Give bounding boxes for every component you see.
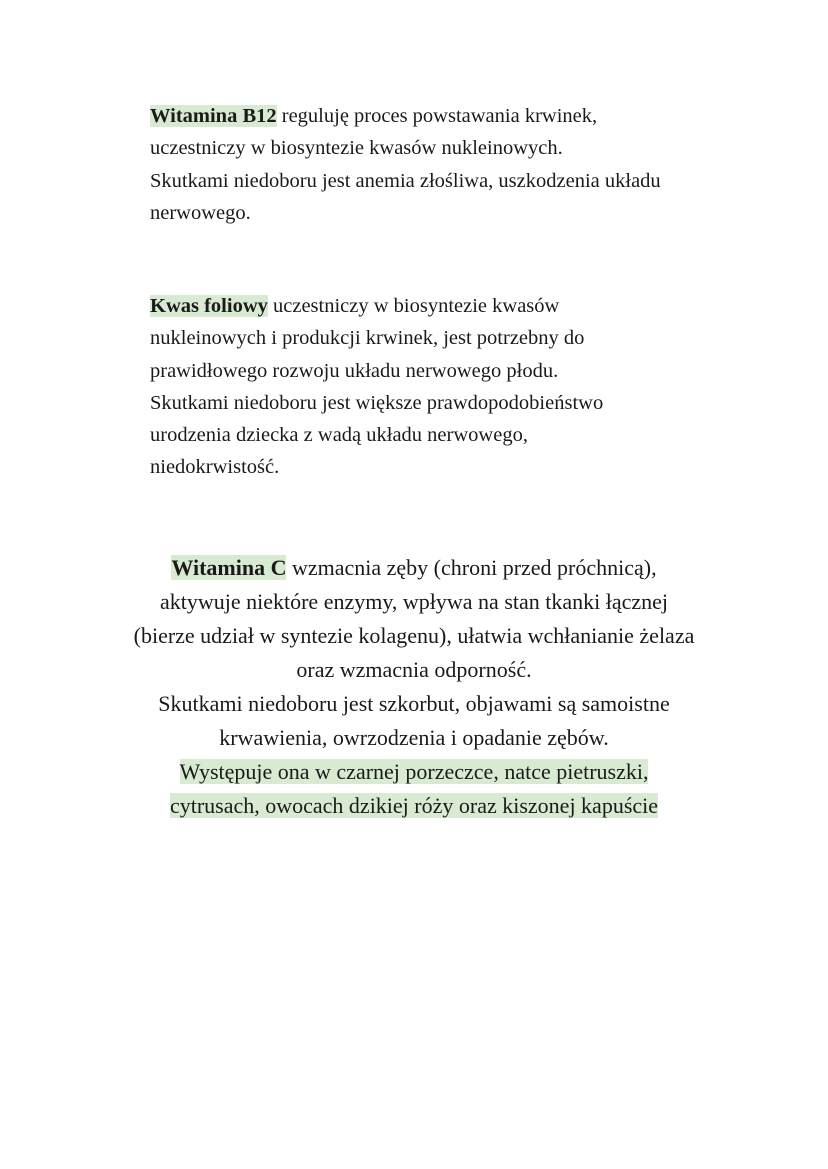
paragraph-line-highlighted [0, 789, 828, 823]
paragraph-line [0, 551, 828, 585]
paragraph-line: niedokrwistość. [150, 456, 280, 479]
paragraph-line: krwawienia, owrzodzenia i opadanie zębów. [219, 725, 609, 750]
paragraph-line: oraz wzmacnia odporność. [296, 657, 532, 682]
line-text: wzmacnia zęby (chroni przed próchnicą), [286, 555, 657, 580]
paragraph-line: Skutkami niedoboru jest większe prawdopodobieństwo [150, 391, 604, 414]
line-text: uczestniczy w biosyntezie kwasów [267, 295, 560, 317]
paragraph-line: uczestniczy w biosyntezie kwasów nukleinowych. [150, 137, 563, 160]
highlighted-text: cytrusach, owocach dzikiej róży oraz kiszonej kapuście [169, 793, 659, 818]
paragraph-line: prawidłowego rozwoju układu nerwowego płodu. [150, 359, 559, 382]
paragraph-line: urodzenia dziecka z wadą układu nerwowego, [150, 424, 528, 447]
paragraph-line [150, 100, 661, 132]
paragraph-line: aktywuje niektóre enzymy, wpływa na stan tkanki łącznej [159, 589, 669, 614]
vitamin-b12-paragraph [150, 100, 661, 229]
paragraph-line: Skutkami niedoboru jest anemia złośliwa, uszkodzenia układu [150, 169, 661, 192]
folic-acid-paragraph [150, 290, 603, 484]
paragraph-line: nerwowego. [150, 201, 251, 224]
paragraph-line [150, 290, 603, 322]
paragraph-line: Skutkami niedoboru jest szkorbut, objawami są samoistne [158, 691, 670, 716]
paragraph-line-highlighted [0, 755, 828, 789]
paragraph-line: nukleinowych i produkcji krwinek, jest potrzebny do [150, 327, 585, 350]
paragraph-line: (bierze udział w syntezie kolagenu), ułatwia wchłanianie żelaza [133, 623, 695, 648]
highlighted-term: Kwas foliowy [150, 295, 268, 317]
highlighted-term: Witamina B12 [150, 105, 277, 127]
highlighted-text: Występuje ona w czarnej porzeczce, natce pietruszki, [179, 759, 649, 784]
vitamin-c-paragraph [0, 551, 828, 823]
highlighted-term: Witamina C [171, 555, 287, 580]
line-text: reguluję proces powstawania krwinek, [276, 105, 598, 127]
